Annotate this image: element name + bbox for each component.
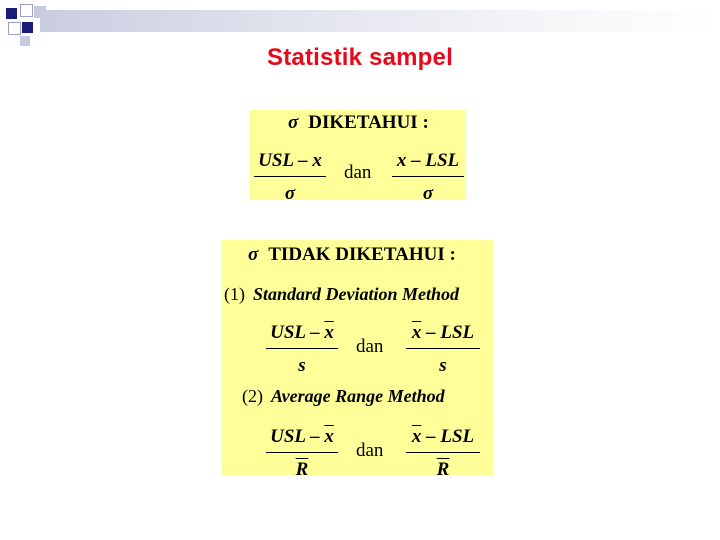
method-name: Standard Deviation Method <box>253 284 460 304</box>
fraction-usl-sigma <box>254 150 326 205</box>
fraction-bar <box>266 348 338 349</box>
denominator: σ <box>284 183 296 204</box>
fraction-bar <box>254 176 326 177</box>
sigma-symbol: σ <box>248 244 259 265</box>
numerator: USL – x <box>258 150 322 171</box>
denominator: s <box>298 355 306 376</box>
joiner-text: dan <box>356 336 384 357</box>
deco-square-dark-2 <box>22 22 33 33</box>
numerator-prefix: USL – <box>270 426 325 447</box>
method-name: Average Range Method <box>271 386 445 406</box>
joiner-text: dan <box>356 440 384 461</box>
method-1-label <box>224 284 459 305</box>
fraction-usl-s <box>266 322 338 377</box>
fraction-bar <box>266 452 338 453</box>
numerator-prefix: USL – <box>270 322 325 343</box>
method-number: (2) <box>242 386 263 406</box>
x-bar: $\overline{x}$ <box>411 322 422 343</box>
denominator: s <box>439 355 447 376</box>
sigma-known-box <box>250 110 466 204</box>
heading-text: TIDAK DIKETAHUI : <box>268 244 456 265</box>
deco-square-outline-2 <box>8 22 21 35</box>
numerator <box>406 322 480 344</box>
sigma-known-heading <box>288 112 429 134</box>
fraction-lsl-s <box>406 322 480 377</box>
fraction-lsl-r <box>406 426 480 481</box>
fraction-usl-r <box>266 426 338 481</box>
denominator: σ <box>422 183 434 204</box>
method-number: (1) <box>224 284 245 304</box>
fraction-lsl-sigma <box>392 150 464 205</box>
fraction-bar <box>406 452 480 453</box>
x-bar: $\overline{x}$ <box>324 322 334 343</box>
numerator <box>406 426 480 448</box>
numerator <box>266 322 338 344</box>
sigma-unknown-heading <box>248 244 456 266</box>
deco-square-dark-1 <box>6 8 17 19</box>
slide-title: Statistik sampel <box>267 44 453 71</box>
numerator <box>266 426 338 448</box>
numerator-suffix: – LSL <box>421 322 475 343</box>
sigma-symbol: σ <box>288 112 299 133</box>
x-bar: $\overline{x}$ <box>411 426 422 447</box>
numerator: x – LSL <box>396 150 460 171</box>
deco-gradient-bar <box>40 10 720 32</box>
heading-text: DIKETAHUI : <box>308 112 429 133</box>
numerator-suffix: – LSL <box>421 426 475 447</box>
sigma-unknown-box <box>222 240 493 480</box>
joiner-text: dan <box>344 162 372 183</box>
x-bar: $\overline{x}$ <box>324 426 334 447</box>
method-2-label <box>242 386 445 407</box>
fraction-bar <box>392 176 464 177</box>
deco-square-outline-1 <box>20 4 33 17</box>
fraction-bar <box>406 348 480 349</box>
r-bar: $\overline{R}$ <box>295 459 309 480</box>
r-bar: $\overline{R}$ <box>436 459 450 480</box>
